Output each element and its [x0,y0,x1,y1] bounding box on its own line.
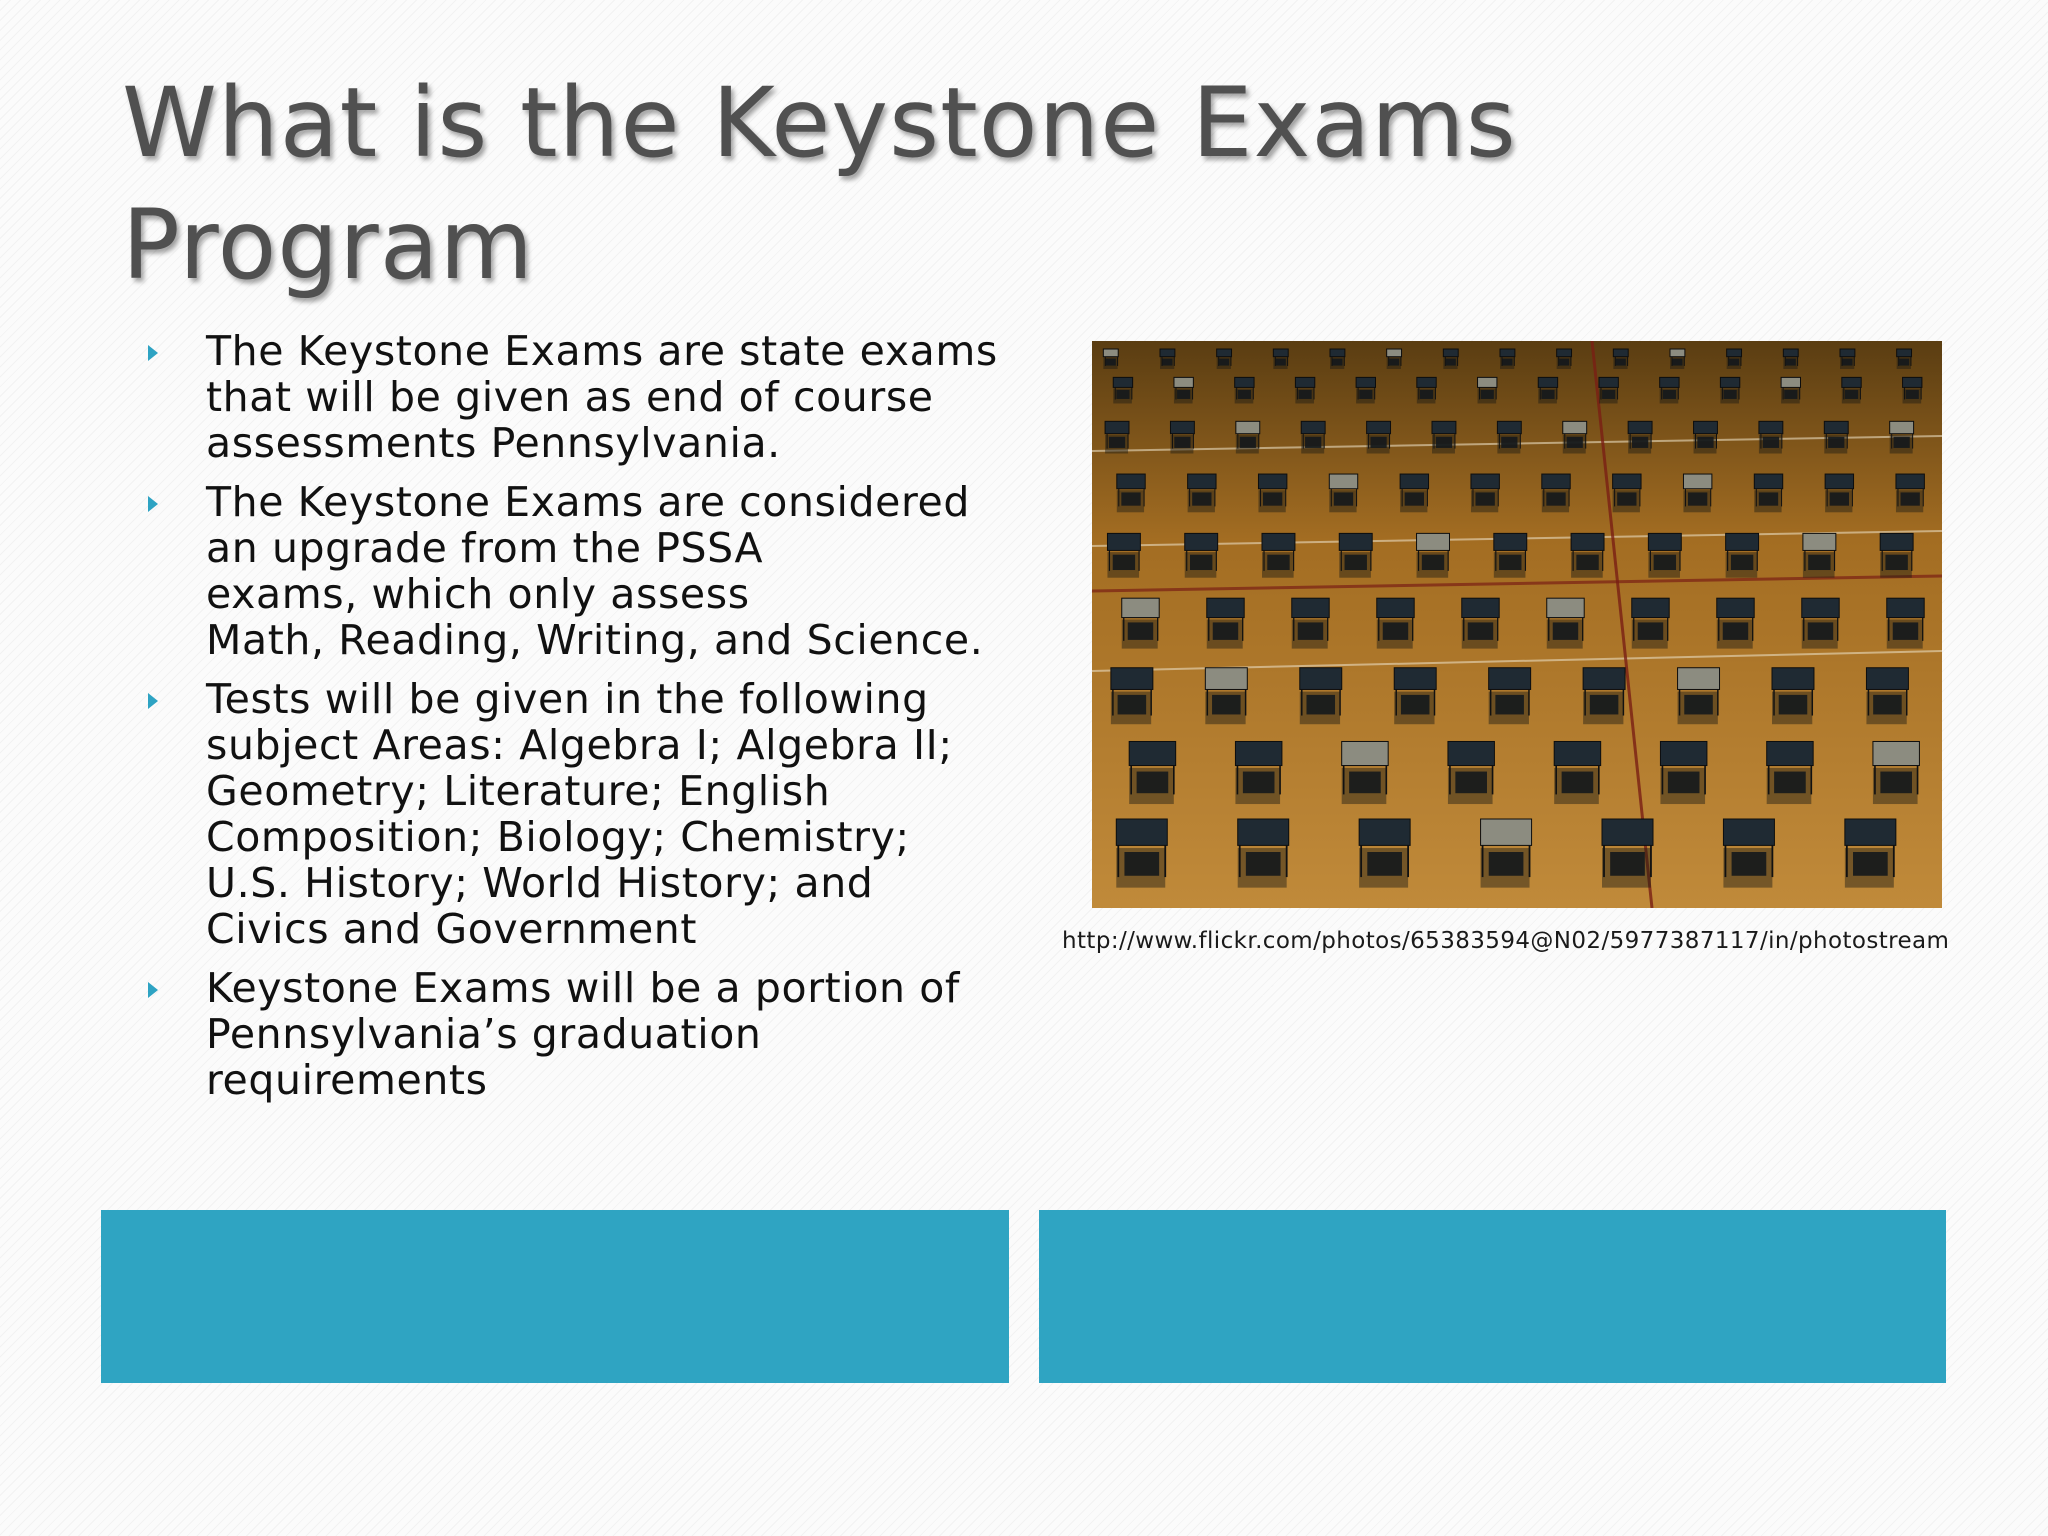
bullet-item [140,965,1020,1103]
exam-hall-photo [1092,341,1942,908]
bullet-line: U.S. History; World History; and [206,859,874,907]
triangle-bullet-icon [148,345,158,361]
bullet-line: The Keystone Exams are considered [206,478,970,526]
bullet-item [140,676,1020,952]
triangle-bullet-icon [148,982,158,998]
bullet-line: assessments Pennsylvania. [206,419,781,467]
bullet-line: Keystone Exams will be a portion of [206,964,960,1012]
bullet-line: Pennsylvania’s graduation [206,1010,762,1058]
bullet-line: Composition; Biology; Chemistry; [206,813,910,861]
bullet-line: requirements [206,1056,488,1104]
bullet-line: Geometry; Literature; English [206,767,831,815]
slide-title [122,62,1822,306]
triangle-bullet-icon [148,496,158,512]
title-line-2: Program [122,189,535,301]
accent-box-left [101,1210,1009,1383]
bullet-item [140,328,1020,466]
bullet-line: subject Areas: Algebra I; Algebra II; [206,721,953,769]
bullet-item [140,479,1020,663]
bullet-list [140,328,1020,1116]
bullet-line: Tests will be given in the following [206,675,929,723]
triangle-bullet-icon [148,693,158,709]
exam-hall-illustration [1092,341,1942,908]
title-line-1: What is the Keystone Exams [122,67,1517,179]
accent-box-right [1039,1210,1946,1383]
bullet-line: that will be given as end of course [206,373,934,421]
bullet-line: exams, which only assess [206,570,750,618]
bullet-line: an upgrade from the PSSA [206,524,764,572]
image-caption: http://www.flickr.com/photos/65383594@N02/5977387117/in/photostream [1062,928,1950,954]
bullet-line: The Keystone Exams are state exams [206,327,998,375]
bullet-line: Civics and Government [206,905,698,953]
bullet-line: Math, Reading, Writing, and Science. [206,616,984,664]
